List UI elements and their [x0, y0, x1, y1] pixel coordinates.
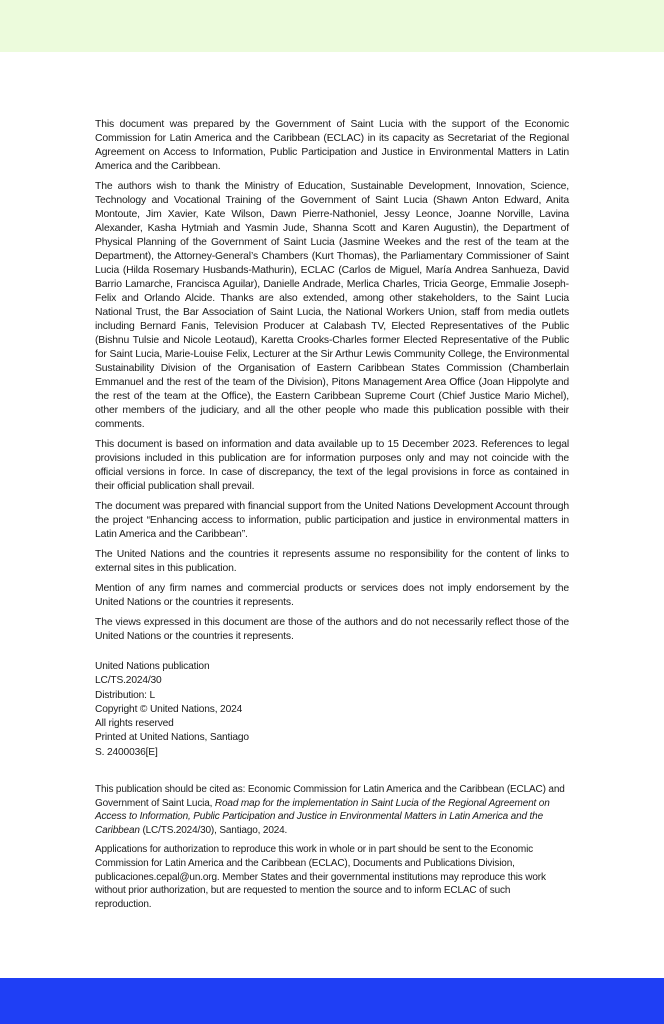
external-links-disclaimer: The United Nations and the countries it represents assume no responsibility for the content of links to external sites in this publication.: [95, 549, 569, 574]
copyright: Copyright © United Nations, 2024: [95, 703, 243, 715]
acknowledgements-paragraph: The authors wish to thank the Ministry of Education, Sustainable Development, Innovation, Science, Technology and Vocational Training of the Government of Saint Lucia (Shawn Anton Edward, Anita Montoute, Jim Xavier, Kate Wilson, Dawn Pierre-Nathoniel, Jessy Leonce, Joanne Norville, Lavina Alexander, Kasha Hytmiah and Yasmin Jude, Shanna Scott and Karen Augustin), the Department of Physical Planning of the Government of Saint Lucia (Jasmine Weekes and the rest of the team at the Department), the Attorney-General’s Chambers (Kurt Thomas), the Parliamentary Commissioner of Saint Lucia (Hilda Rosemary Husbands-Mathurin), ECLAC (Carlos de Miguel, María Andrea Sanhueza, David Barrio Lamarche, Francisca Aguilar), Danielle Andrade, Merlica Charles, Tricia George, Emmalie Joseph-Felix and Orlando Alcide. Thanks are also extended, among other stakeholders, to the Saint Lucia National Trust, the Bar Association of Saint Lucia, the National Workers Union, staff from media outlets including Bernard Fanis, Television Producer at Calabash TV, Elected Representatives of the Public (Bishnu Tulsie and Nicole Leotaud), Karetta Crooks-Charles former Elected Representative of the Public for Saint Lucia, Marie-Louise Felix, Lecturer at the Sir Arthur Lewis Community College, the Environmental Sustainability Division of the Organisation of Eastern Caribbean States Commission (Chamberlain Emmanuel and the rest of the team of the Division), Pitons Management Area Office (Joan Hippolyte and the rest of the team at the Office), the Eastern Caribbean Supreme Court (Chief Justice Mario Michel), other members of the judiciary, and all the other people who made this publication possible with their comments.: [95, 181, 569, 430]
top-color-band: [0, 0, 664, 52]
views-disclaimer: The views expressed in this document are those of the authors and do not necessarily reflect those of the United Nations or the countries it represents.: [95, 617, 569, 642]
bottom-color-band: [0, 978, 664, 1024]
document-body: [95, 118, 569, 917]
publication-info: [95, 660, 569, 760]
information-date-paragraph: This document is based on information and data available up to 15 December 2023. References to legal provisions included in this publication are for information purposes only and may not coincide with the official versions in force. In case of discrepancy, the text of the legal provisions in force as contained in their official publication shall prevail.: [95, 439, 569, 492]
publication-type: United Nations publication: [95, 661, 210, 672]
distribution: Distribution: L: [95, 689, 156, 701]
citation-section: [95, 783, 569, 911]
intro-paragraph: This document was prepared by the Government of Saint Lucia with the support of the Economic Commission for Latin America and the Caribbean (ECLAC) in its capacity as Secretariat of the Regional Agreement on Access to Information, Public Participation and Justice in Environmental Matters in Latin America and the Caribbean.: [95, 119, 569, 172]
citation-title: Road map for the implementation in Saint Lucia of the Regional Agreement on Access to Information, Public Participation and Justice in Environmental Matters in Latin America and the Caribbean: [95, 797, 550, 836]
printing-location: Printed at United Nations, Santiago: [95, 732, 249, 744]
funding-paragraph: The document was prepared with financial support from the United Nations Development Account through the project “Enhancing access to information, public participation and justice in environmental matters in Latin America and the Caribbean”.: [95, 501, 569, 540]
rights-reserved: All rights reserved: [95, 718, 174, 730]
sales-number: S. 2400036[E]: [95, 746, 158, 758]
citation-paragraph: [95, 783, 569, 837]
citation-prefix: This publication should be cited as: Economic Commission for Latin America and the Caribbean (ECLAC) and Government of Saint Lucia,: [95, 784, 565, 809]
citation-suffix: (LC/TS.2024/30), Santiago, 2024.: [142, 824, 288, 836]
authorization-paragraph: Applications for authorization to reproduce this work in whole or in part should be sent to the Economic Commission for Latin America and the Caribbean (ECLAC), Documents and Publications Division, publicaciones.cepal@un.org. Member States and their governmental institutions may reproduce this work without prior authorization, but are requested to mention the source and to inform ECLAC of such reproduction.: [95, 844, 546, 910]
document-symbol: LC/TS.2024/30: [95, 675, 162, 687]
endorsement-disclaimer: Mention of any firm names and commercial products or services does not imply endorsement by the United Nations or the countries it represents.: [95, 583, 569, 608]
